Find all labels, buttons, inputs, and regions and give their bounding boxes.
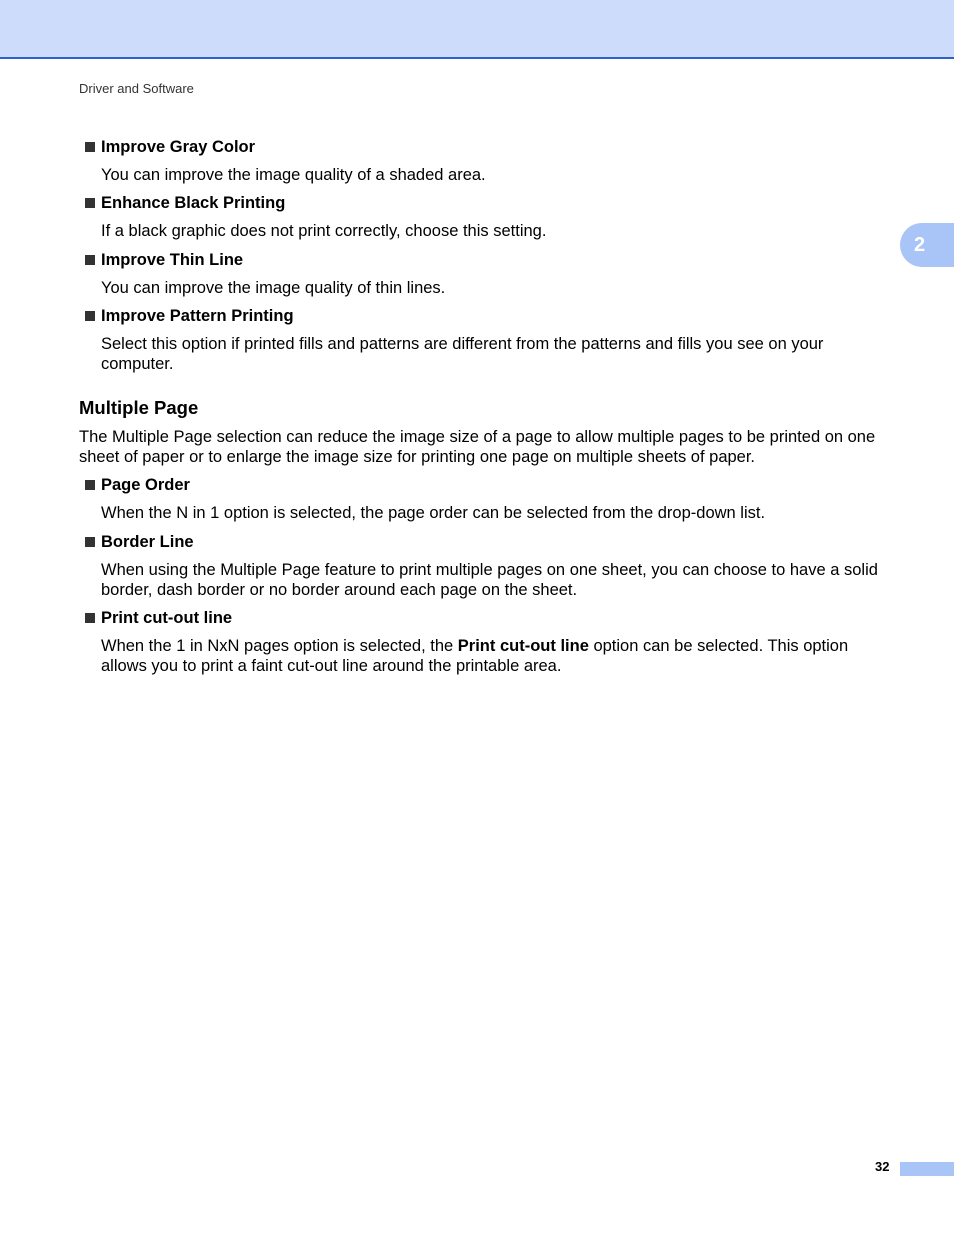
item-title: Border Line [101, 533, 194, 551]
item-description: You can improve the image quality of thin lines. [101, 279, 446, 297]
square-bullet-icon [85, 613, 95, 623]
list-item [79, 306, 891, 374]
header-band [0, 0, 954, 59]
page-number: 32 [875, 1159, 890, 1174]
item-title: Print cut-out line [101, 609, 233, 627]
item-title: Enhance Black Printing [101, 194, 286, 212]
list-item [79, 137, 891, 185]
item-description: You can improve the image quality of a shaded area. [101, 166, 486, 184]
running-header: Driver and Software [79, 81, 194, 96]
square-bullet-icon [85, 198, 95, 208]
item-title: Improve Gray Color [101, 138, 256, 156]
section-heading: Multiple Page [79, 397, 199, 418]
list-item [79, 532, 891, 600]
item-description: If a black graphic does not print correctly, choose this setting. [101, 222, 547, 240]
list-item [79, 250, 891, 298]
square-bullet-icon [85, 311, 95, 321]
item-description: Select this option if printed fills and patterns are different from the patterns and fills you see on your computer. [101, 335, 824, 373]
list-item [79, 608, 891, 676]
section-intro: The Multiple Page selection can reduce the image size of a page to allow multiple pages to be printed on one sheet of paper or to enlarge the image size for printing one page on multiple sheets of paper. [79, 428, 876, 466]
square-bullet-icon [85, 537, 95, 547]
item-title: Improve Thin Line [101, 251, 244, 269]
chapter-tab: 2 [900, 223, 954, 267]
desc-text: When the 1 in NxN pages option is selected, the [101, 637, 458, 655]
page-tab [900, 1162, 954, 1176]
square-bullet-icon [85, 480, 95, 490]
desc-emphasis: Print cut-out line [457, 637, 589, 655]
square-bullet-icon [85, 255, 95, 265]
square-bullet-icon [85, 142, 95, 152]
item-title: Page Order [101, 476, 190, 494]
item-description [79, 636, 891, 676]
item-description: When using the Multiple Page feature to print multiple pages on one sheet, you can choose to have a solid border, dash border or no border around each page on the sheet. [101, 561, 878, 599]
item-title: Improve Pattern Printing [101, 307, 294, 325]
desc-text: option can be selected. This option allows you to print a faint cut-out line around the printable area. [101, 637, 849, 675]
list-item [79, 193, 891, 241]
list-item [79, 475, 891, 523]
item-description: When the N in 1 option is selected, the page order can be selected from the drop-down list. [101, 504, 766, 522]
